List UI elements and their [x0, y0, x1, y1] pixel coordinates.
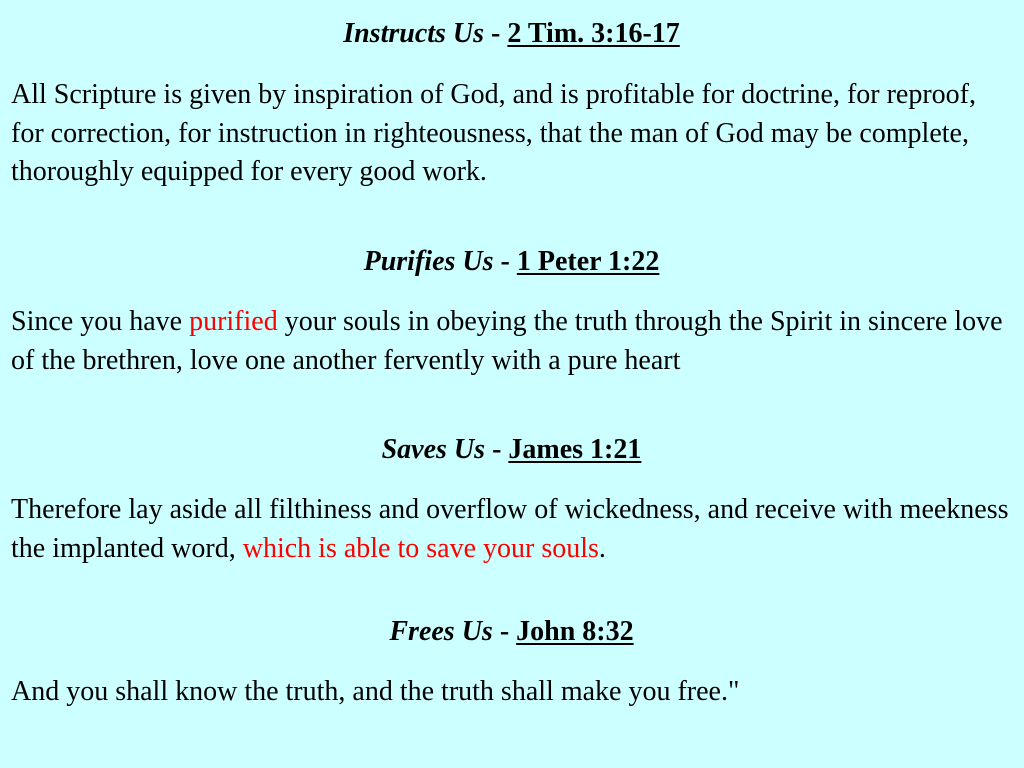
verse-text [11, 673, 1012, 712]
verse-text [11, 303, 1012, 380]
section-title: Saves Us [381, 434, 486, 465]
scripture-reference-link[interactable]: 2 Tim. 3:16-17 [507, 18, 680, 49]
scripture-reference-link[interactable]: John 8:32 [516, 616, 634, 647]
verse-text-plain-end: your souls in obeying the truth through the Spirit in sincere love of the brethren, love one another fervently with a pure heart [11, 306, 1003, 376]
section-purifies-us [11, 245, 1012, 380]
scripture-reference-link[interactable]: James 1:21 [508, 434, 642, 465]
section-title: Instructs Us [343, 18, 485, 49]
verse-text [11, 76, 1012, 192]
verse-text-plain: All Scripture is given by inspiration of God, and is profitable for doctrine, for reproof, for correction, for instruction in righteousness, that the man of God may be complete, thoroughly equipped for every good work. [11, 79, 976, 187]
section-instructs-us [11, 17, 1012, 192]
verse-text-plain-end: . [598, 532, 606, 564]
section-heading [11, 433, 1012, 467]
section-heading [11, 17, 1012, 51]
verse-highlight: purified [189, 306, 278, 337]
section-saves-us [11, 433, 1012, 568]
heading-separator: - [492, 616, 517, 647]
verse-text-plain: Since you have [11, 306, 190, 337]
scripture-reference-link[interactable]: 1 Peter 1:22 [516, 246, 660, 277]
section-title: Purifies Us [363, 246, 494, 277]
verse-text [11, 491, 1012, 568]
verse-highlight: which is able to save your souls [242, 532, 599, 564]
section-frees-us [11, 615, 1012, 712]
verse-text-plain: And you shall know the truth, and the truth shall make you free." [11, 676, 740, 707]
section-heading [11, 245, 1012, 279]
heading-separator: - [493, 246, 517, 277]
section-title: Frees Us [389, 616, 493, 647]
heading-separator: - [485, 434, 509, 465]
verse-text-plain: Therefore lay aside all filthiness and overflow of wickedness, and receive with meekness the implanted word, [11, 494, 1009, 564]
heading-separator: - [484, 18, 508, 49]
section-heading [11, 615, 1012, 649]
